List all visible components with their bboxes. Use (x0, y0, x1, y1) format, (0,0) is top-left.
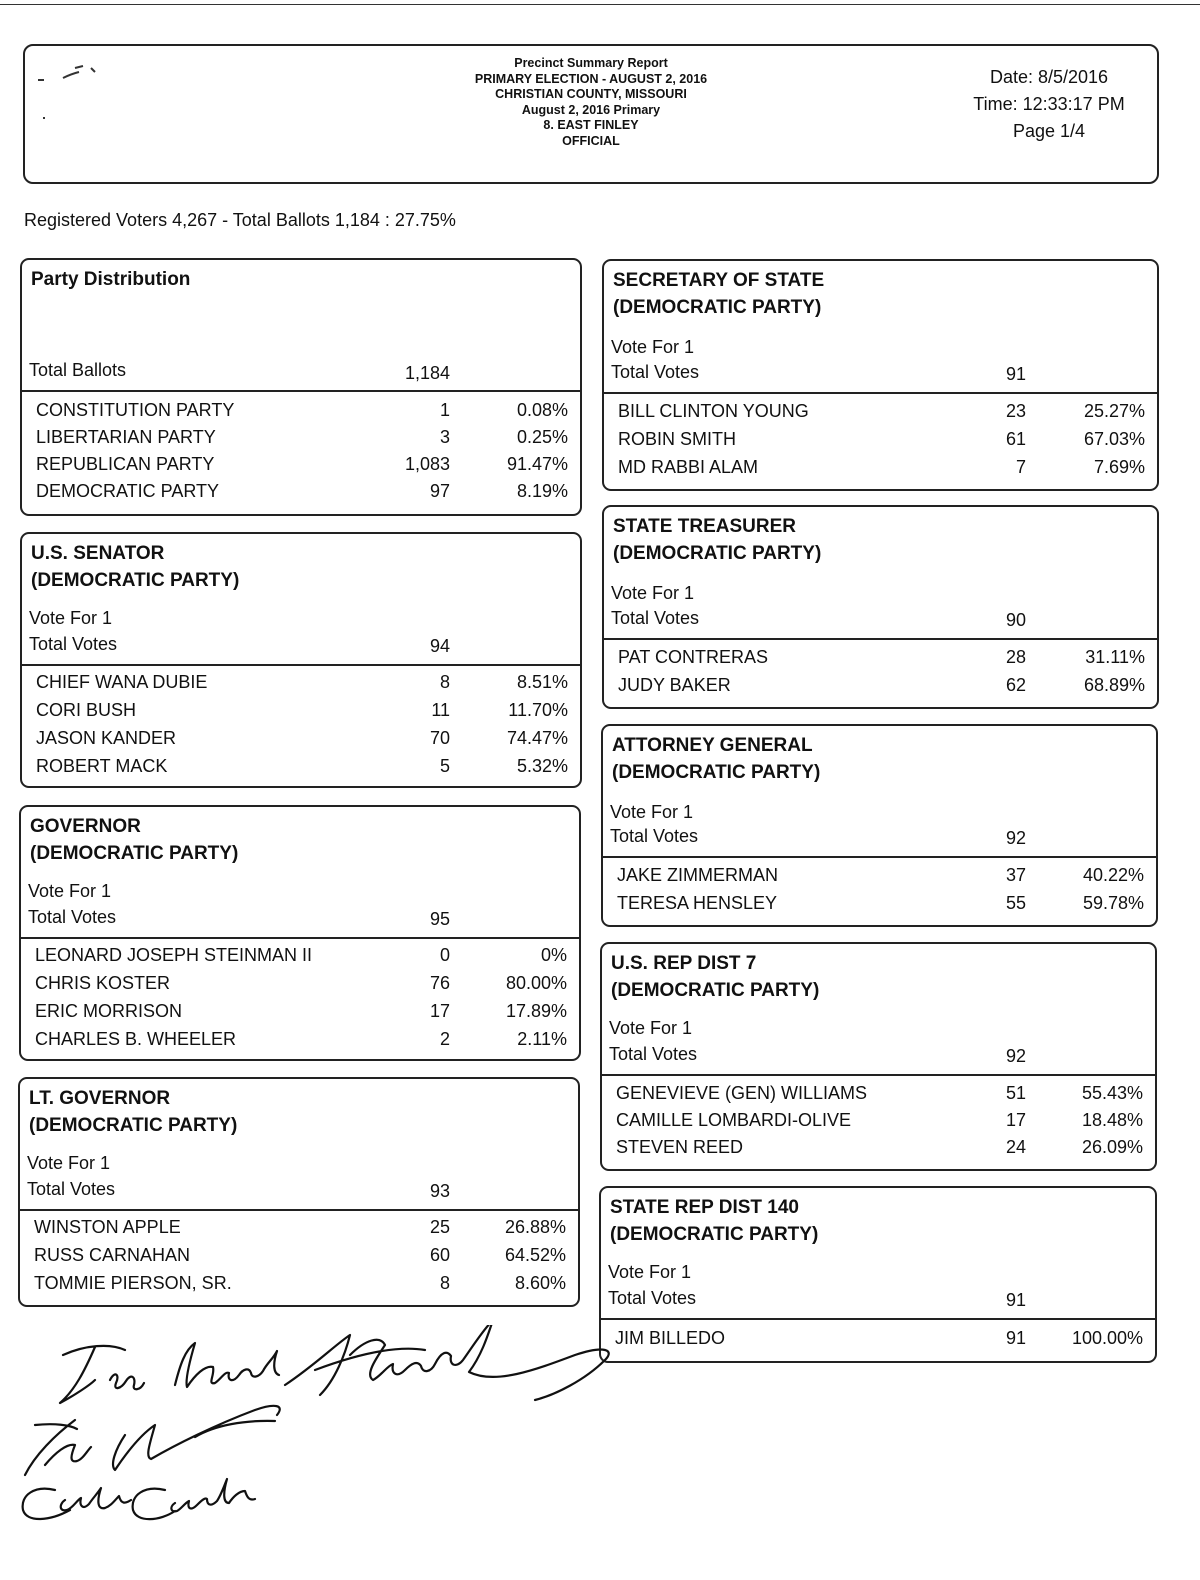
candidate-votes: 7 (1015, 457, 1026, 477)
top-edge-line (0, 4, 1200, 5)
table-row (35, 1029, 567, 1056)
vote-for-label: Vote For 1 (29, 608, 113, 628)
candidate-name: RUSS CARNAHAN (34, 1245, 191, 1265)
total-votes-value: 92 (1005, 1046, 1026, 1066)
total-votes-value: 93 (429, 1181, 450, 1201)
total-votes-label: Total Votes (611, 362, 700, 382)
table-row (618, 457, 1145, 484)
candidate-percent: 31.11% (1085, 647, 1145, 667)
race-box-governor (19, 805, 581, 1061)
party-votes: 1,083 (404, 454, 450, 474)
total-votes-label: Total Votes (29, 634, 118, 654)
party-percent: 0.25% (516, 427, 568, 447)
party-percent: 91.47% (506, 454, 568, 474)
candidate-percent: 11.70% (508, 700, 568, 720)
party-distribution-title: Party Distribution (31, 269, 191, 290)
table-row (616, 1137, 1143, 1164)
table-row (35, 1001, 567, 1028)
race-title (30, 813, 238, 867)
candidate-votes: 2 (439, 1029, 450, 1049)
total-votes-label: Total Votes (611, 608, 700, 628)
divider (601, 1318, 1155, 1320)
candidate-name: TERESA HENSLEY (617, 893, 778, 913)
divider (22, 390, 580, 392)
race-office: SECRETARY OF STATE (613, 270, 825, 291)
candidate-votes: 8 (439, 672, 450, 692)
candidate-percent: 2.11% (517, 1029, 567, 1049)
divider (604, 392, 1157, 394)
table-row (34, 1245, 566, 1272)
race-title (610, 1194, 818, 1248)
candidate-percent: 26.88% (504, 1217, 566, 1237)
vote-for-label: Vote For 1 (611, 337, 695, 357)
county-name: CHRISTIAN COUNTY, MISSOURI (495, 87, 687, 101)
race-office: U.S. SENATOR (31, 543, 165, 564)
divider (21, 937, 579, 939)
divider (603, 856, 1156, 858)
race-title (31, 540, 239, 594)
party-votes: 3 (439, 427, 450, 447)
election-name: PRIMARY ELECTION - AUGUST 2, 2016 (474, 71, 708, 86)
candidate-votes: 51 (1005, 1083, 1026, 1103)
race-box-lt-governor (18, 1077, 580, 1307)
candidate-votes: 70 (429, 728, 450, 748)
candidate-votes: 11 (431, 700, 450, 720)
party-votes: 97 (429, 481, 450, 501)
total-votes-value: 91 (1005, 1290, 1026, 1310)
report-title: Precinct Summary Report (514, 56, 668, 70)
table-row (615, 1328, 1143, 1355)
table-row (36, 481, 568, 508)
report-status: OFFICIAL (562, 133, 620, 148)
total-votes-label: Total Votes (610, 826, 699, 846)
table-row (36, 700, 568, 727)
candidate-percent: 67.03% (1083, 429, 1145, 449)
table-row (34, 1217, 566, 1244)
table-row (36, 454, 568, 481)
table-row (36, 728, 568, 755)
total-votes-value: 94 (429, 636, 450, 656)
divider (602, 1074, 1155, 1076)
handwritten-signatures (15, 1325, 625, 1525)
candidate-votes: 17 (429, 1001, 450, 1021)
table-row (618, 401, 1145, 428)
candidate-percent: 74.47% (506, 728, 568, 748)
candidate-name: LEONARD JOSEPH STEINMAN II (35, 945, 313, 965)
candidate-votes: 8 (439, 1273, 450, 1293)
vote-for-label: Vote For 1 (609, 1018, 693, 1038)
report-time: Time: 12:33:17 PM (973, 94, 1125, 114)
table-row (618, 675, 1145, 702)
race-title (29, 1085, 237, 1139)
table-row (34, 1273, 566, 1300)
race-box-state-treasurer (602, 505, 1159, 709)
total-votes-value: 90 (1005, 610, 1026, 630)
party-percent: 0.08% (516, 400, 568, 420)
candidate-votes: 62 (1005, 675, 1026, 695)
candidate-votes: 24 (1005, 1137, 1026, 1157)
race-office: STATE REP DIST 140 (610, 1197, 799, 1218)
candidate-percent: 100.00% (1071, 1328, 1143, 1348)
candidate-percent: 25.27% (1083, 401, 1145, 421)
table-row (618, 429, 1145, 456)
table-row (618, 647, 1145, 674)
table-row (35, 973, 567, 1000)
candidate-name: MD RABBI ALAM (618, 457, 759, 477)
candidate-percent: 26.09% (1081, 1137, 1143, 1157)
party-name: LIBERTARIAN PARTY (36, 427, 216, 447)
race-box-us-senator (20, 532, 582, 788)
candidate-percent: 18.48% (1081, 1110, 1143, 1130)
total-ballots-value: 1,184 (404, 363, 450, 383)
vote-for-label: Vote For 1 (611, 583, 695, 603)
table-row (616, 1083, 1143, 1110)
candidate-name: TOMMIE PIERSON, SR. (34, 1273, 232, 1293)
race-office: STATE TREASURER (613, 516, 796, 537)
candidate-percent: 17.89% (505, 1001, 567, 1021)
table-row (35, 945, 567, 972)
candidate-votes: 76 (429, 973, 450, 993)
candidate-percent: 40.22% (1082, 865, 1144, 885)
candidate-votes: 37 (1005, 865, 1026, 885)
candidate-votes: 25 (429, 1217, 450, 1237)
registered-voters-line: Registered Voters 4,267 - Total Ballots 1,184 : 27.75% (24, 210, 456, 230)
race-box-state-rep-dist-140 (599, 1186, 1157, 1363)
race-office: LT. GOVERNOR (29, 1088, 171, 1109)
candidate-votes: 60 (429, 1245, 450, 1265)
table-row (617, 865, 1144, 892)
race-party: (DEMOCRATIC PARTY) (29, 1115, 238, 1136)
race-party: (DEMOCRATIC PARTY) (613, 543, 822, 564)
candidate-name: CAMILLE LOMBARDI-OLIVE (616, 1110, 852, 1130)
candidate-percent: 55.43% (1081, 1083, 1143, 1103)
candidate-percent: 8.51% (516, 672, 568, 692)
candidate-name: ERIC MORRISON (35, 1001, 183, 1021)
race-office: ATTORNEY GENERAL (612, 735, 813, 756)
race-party: (DEMOCRATIC PARTY) (31, 570, 240, 591)
candidate-name: BILL CLINTON YOUNG (618, 401, 809, 421)
divider (20, 1209, 578, 1211)
candidate-votes: 61 (1005, 429, 1026, 449)
candidate-name: ROBIN SMITH (618, 429, 737, 449)
race-office: U.S. REP DIST 7 (611, 953, 757, 974)
candidate-name: CORI BUSH (36, 700, 137, 720)
candidate-percent: 0% (540, 945, 567, 965)
candidate-votes: 5 (439, 756, 450, 776)
candidate-name: ROBERT MACK (36, 756, 168, 776)
report-header (23, 44, 1159, 184)
vote-for-label: Vote For 1 (28, 881, 112, 901)
candidate-name: JIM BILLEDO (615, 1328, 726, 1348)
candidate-percent: 7.69% (1093, 457, 1145, 477)
candidate-name: CHRIS KOSTER (35, 973, 171, 993)
table-row (617, 893, 1144, 920)
divider (604, 638, 1157, 640)
candidate-name: WINSTON APPLE (34, 1217, 181, 1237)
candidate-name: CHARLES B. WHEELER (35, 1029, 237, 1049)
race-party: (DEMOCRATIC PARTY) (613, 297, 822, 318)
candidate-name: PAT CONTRERAS (618, 647, 769, 667)
candidate-name: STEVEN REED (616, 1137, 744, 1157)
table-row (36, 427, 568, 454)
race-title (613, 513, 821, 567)
race-box-secretary-of-state (602, 259, 1159, 491)
table-row (36, 400, 568, 427)
vote-for-label: Vote For 1 (610, 802, 694, 822)
party-votes: 1 (439, 400, 450, 420)
total-ballots-label: Total Ballots (29, 360, 127, 380)
party-name: CONSTITUTION PARTY (36, 400, 235, 420)
total-votes-label: Total Votes (609, 1044, 698, 1064)
table-row (36, 756, 568, 783)
vote-for-label: Vote For 1 (608, 1262, 692, 1282)
candidate-percent: 8.60% (514, 1273, 566, 1293)
candidate-name: JUDY BAKER (618, 675, 731, 695)
race-box-us-rep-dist-7 (600, 942, 1157, 1171)
candidate-votes: 55 (1005, 893, 1026, 913)
race-party: (DEMOCRATIC PARTY) (612, 762, 821, 783)
total-votes-label: Total Votes (28, 907, 117, 927)
race-office: GOVERNOR (30, 816, 141, 837)
candidate-name: CHIEF WANA DUBIE (36, 672, 208, 692)
candidate-percent: 59.78% (1082, 893, 1144, 913)
report-date: Date: 8/5/2016 (989, 67, 1109, 87)
election-subtitle: August 2, 2016 Primary (521, 102, 661, 117)
race-title (612, 732, 820, 786)
candidate-votes: 91 (1005, 1328, 1026, 1348)
total-votes-value: 92 (1005, 828, 1026, 848)
race-title (613, 267, 824, 321)
total-votes-value: 95 (429, 909, 450, 929)
divider (22, 664, 580, 666)
page-number: Page 1/4 (1012, 121, 1086, 141)
race-party: (DEMOCRATIC PARTY) (611, 980, 820, 1001)
total-votes-label: Total Votes (27, 1179, 116, 1199)
race-party: (DEMOCRATIC PARTY) (30, 843, 239, 864)
precinct-name: 8. EAST FINLEY (543, 118, 639, 132)
party-name: DEMOCRATIC PARTY (36, 481, 220, 501)
header-meta (949, 64, 1149, 145)
candidate-percent: 80.00% (505, 973, 567, 993)
party-name: REPUBLICAN PARTY (36, 454, 215, 474)
candidate-name: JASON KANDER (36, 728, 177, 748)
total-votes-label: Total Votes (608, 1288, 697, 1308)
race-title (611, 950, 819, 1004)
table-row (616, 1110, 1143, 1137)
candidate-votes: 17 (1005, 1110, 1026, 1130)
candidate-votes: 0 (439, 945, 450, 965)
vote-for-label: Vote For 1 (27, 1153, 111, 1173)
race-party: (DEMOCRATIC PARTY) (610, 1224, 819, 1245)
table-row (36, 672, 568, 699)
candidate-votes: 28 (1005, 647, 1026, 667)
party-distribution-box (20, 258, 582, 516)
candidate-percent: 5.32% (516, 756, 568, 776)
candidate-percent: 68.89% (1083, 675, 1145, 695)
candidate-name: GENEVIEVE (GEN) WILLIAMS (616, 1083, 868, 1103)
candidate-percent: 64.52% (504, 1245, 566, 1265)
race-box-attorney-general (601, 724, 1158, 927)
candidate-name: JAKE ZIMMERMAN (617, 865, 779, 885)
party-percent: 8.19% (516, 481, 568, 501)
candidate-votes: 23 (1005, 401, 1026, 421)
total-votes-value: 91 (1005, 364, 1026, 384)
